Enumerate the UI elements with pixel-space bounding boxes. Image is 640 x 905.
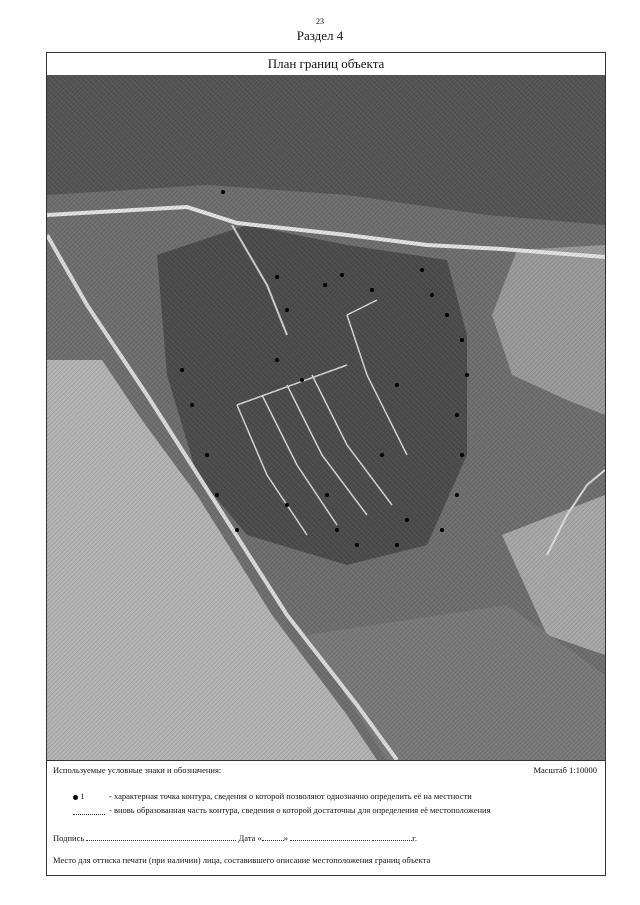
date-month-field[interactable] bbox=[290, 831, 370, 841]
aerial-map bbox=[47, 75, 605, 761]
signature-row bbox=[53, 831, 599, 843]
section-heading: Раздел 4 bbox=[296, 28, 344, 43]
legend-line-desc: - вновь образованная часть контура, сведения о которой достаточны для определения её местоположения bbox=[109, 805, 491, 815]
year-suffix: г. bbox=[412, 833, 417, 843]
dotted-line-icon bbox=[73, 805, 105, 815]
date-year-field[interactable] bbox=[372, 831, 412, 841]
date-label: Дата bbox=[238, 833, 256, 843]
point-dot-icon bbox=[73, 795, 78, 800]
legend-point-symbol bbox=[73, 791, 113, 802]
map-image bbox=[47, 75, 605, 760]
map-scale: Масштаб 1:10000 bbox=[533, 765, 597, 775]
signature-field[interactable] bbox=[86, 831, 236, 841]
legend-line-symbol bbox=[73, 805, 113, 818]
date-day-field[interactable] bbox=[262, 831, 284, 841]
texture-hatch-light bbox=[47, 75, 605, 760]
page-number: 23 bbox=[316, 17, 324, 26]
plan-frame bbox=[46, 52, 606, 876]
legend-point-desc: - характерная точка контура, сведения о которой позволяют однозначно определить её на местности bbox=[109, 791, 472, 801]
legend-row-line bbox=[53, 805, 599, 827]
plan-title: План границ объекта bbox=[47, 53, 605, 76]
legend-point-label: 1 bbox=[80, 791, 85, 801]
signature-label: Подпись bbox=[53, 833, 85, 843]
quote-close: » bbox=[283, 833, 289, 843]
stamp-note: Место для оттиска печати (при наличии) лица, составившего описание местоположения границ объекта bbox=[53, 855, 431, 865]
legend-header: Используемые условные знаки и обозначения: bbox=[53, 765, 222, 775]
quote-open: « bbox=[257, 833, 262, 843]
